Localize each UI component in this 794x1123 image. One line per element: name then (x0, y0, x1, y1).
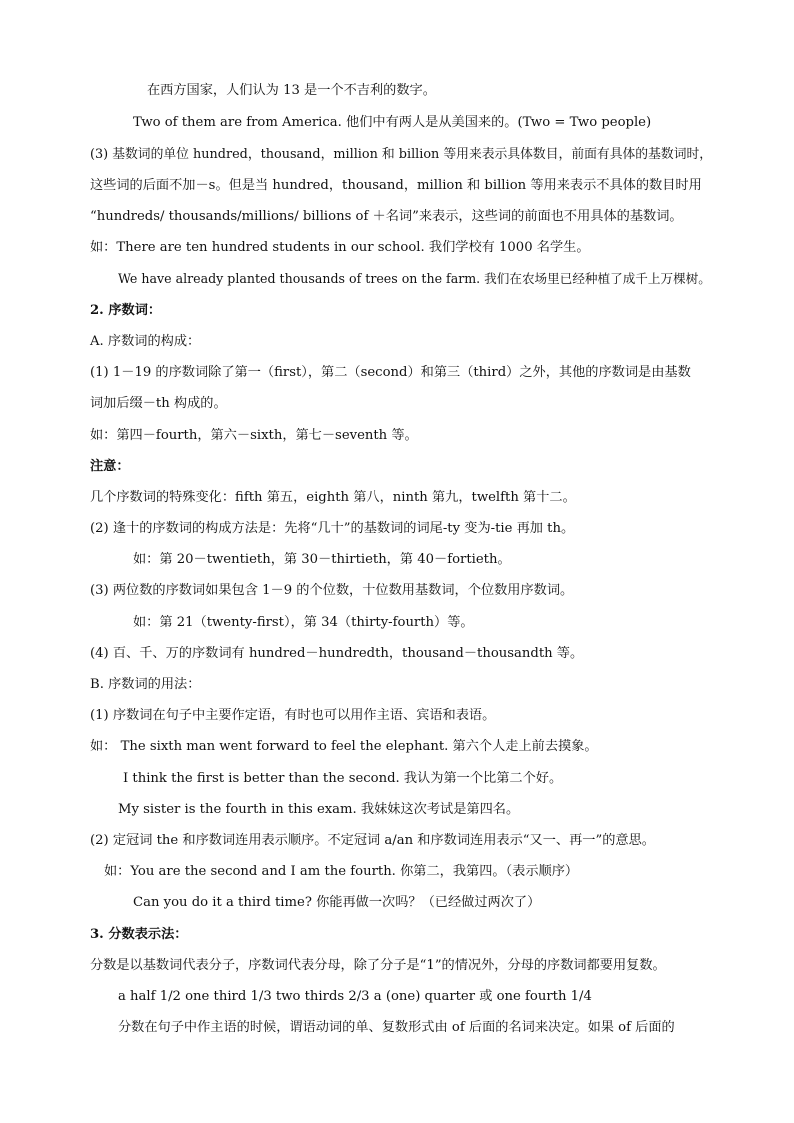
text-line: My sister is the fourth in this exam. 我妹妹这次考试是第四名。 (118, 802, 520, 817)
text-line: 如：You are the second and I am the fourth. 你第二，我第四。（表示顺序） (104, 864, 579, 879)
text-line: 如：第 21（twenty-first），第 34（thirty-fourth）等。 (133, 615, 474, 630)
text-line: 几个序数词的特殊变化：fifth 第五，eighth 第八，ninth 第九，twelfth 第十二。 (90, 490, 576, 505)
text-line: 如： The sixth man went forward to feel the elephant. 第六个人走上前去摸象。 (90, 739, 598, 754)
text-line: Can you do it a third time? 你能再做一次吗？（已经做过两次了） (133, 895, 541, 910)
text-line: I think the first is better than the second. 我认为第一个比第二个好。 (123, 771, 563, 786)
text-line: “hundreds/ thousands/millions/ billions of ＋名词”来表示，这些词的前面也不用具体的基数词。 (90, 209, 683, 224)
text-line: a half 1/2 one third 1/3 two thirds 2/3 a (one) quarter 或 one fourth 1/4 (118, 989, 592, 1004)
text-line: (2) 逢十的序数词的构成方法是：先将“几十”的基数词的词尾-ty 变为-tie 再加 th。 (90, 521, 575, 536)
note-heading: 注意： (90, 459, 130, 474)
section-heading: 2. 序数词： (90, 303, 162, 318)
text-line: (1) 1－19 的序数词除了第一（first），第二（second）和第三（third）之外，其他的序数词是由基数 (90, 365, 691, 380)
text-line: 分数在句子中作主语的时候，谓语动词的单、复数形式由 of 后面的名词来决定。如果 of 后面的 (118, 1020, 675, 1035)
text-line: (2) 定冠词 the 和序数词连用表示顺序。不定冠词 a/an 和序数词连用表示“又一、再一”的意思。 (90, 833, 655, 848)
text-line: 如：There are ten hundred students in our school. 我们学校有 1000 名学生。 (90, 240, 590, 255)
text-line: 词加后缀－th 构成的。 (90, 396, 227, 411)
subsection-heading: A. 序数词的构成： (90, 334, 201, 349)
text-line: Two of them are from America. 他们中有两人是从美国来的。(Two = Two people) (133, 115, 652, 130)
text-line: (3) 基数词的单位 hundred，thousand，million 和 billion 等用来表示具体数目，前面有具体的基数词时， (90, 147, 713, 162)
text-line: 在西方国家，人们认为 13 是一个不吉利的数字。 (147, 83, 436, 98)
text-line: We have already planted thousands of trees on the farm. 我们在农场里已经种植了成千上万棵树。 (118, 271, 711, 286)
subsection-heading: B. 序数词的用法： (90, 677, 201, 692)
text-line: (4) 百、千、万的序数词有 hundred－hundredth，thousand－thousandth 等。 (90, 646, 584, 661)
text-line: 这些词的后面不加－s。但是当 hundred，thousand，million 和 billion 等用来表示不具体的数目时用 (90, 178, 702, 193)
text-line: (3) 两位数的序数词如果包含 1－9 的个位数，十位数用基数词，个位数用序数词。 (90, 583, 574, 598)
text-line: 分数是以基数词代表分子，序数词代表分母，除了分子是“1”的情况外，分母的序数词都要用复数。 (90, 958, 666, 973)
text-line: 如：第 20－twentieth，第 30－thirtieth，第 40－fortieth。 (133, 552, 511, 567)
text-line: (1) 序数词在句子中主要作定语，有时也可以用作主语、宾语和表语。 (90, 708, 496, 723)
section-heading: 3. 分数表示法： (90, 927, 188, 942)
text-line: 如：第四－fourth，第六－sixth，第七－seventh 等。 (90, 428, 418, 443)
